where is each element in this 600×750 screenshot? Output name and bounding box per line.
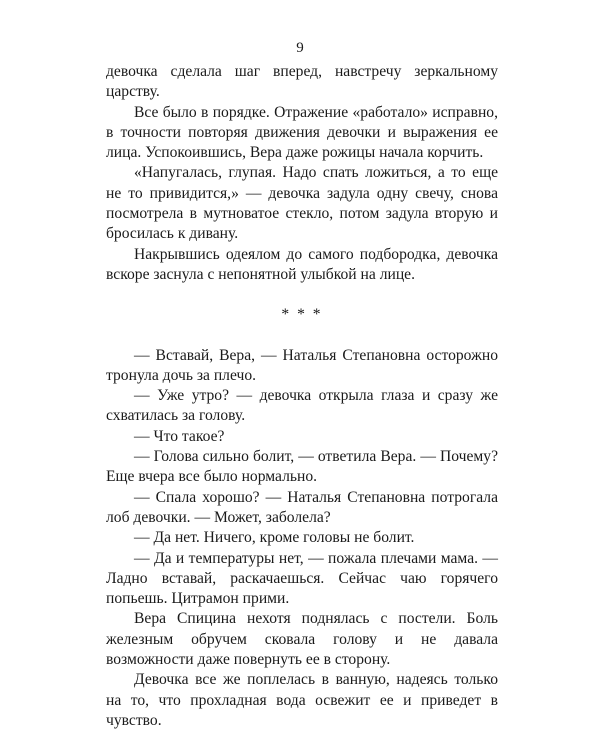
paragraph: «Напугалась, глупая. Надо спать ложиться, а то еще не то привидится,» — девочка задула одну свечу, снова посмотрела в мутноватое стекло, потом задула вторую и бросилась к дивану. xyxy=(106,164,498,243)
paragraph: — Что такое? xyxy=(134,427,225,445)
page-body xyxy=(106,62,498,731)
paragraph: — Да нет. Ничего, кроме головы не болит. xyxy=(134,529,415,547)
paragraph: Все было в порядке. Отражение «работало» исправно, в точности повторяя движения девочки и выражения ее лица. Успокоившись, Вера даже рожицы начала корчить. xyxy=(106,103,498,162)
section-separator: * * * xyxy=(281,306,323,324)
paragraph: — Да и температуры нет, — пожала плечами мама. — Ладно вставай, раскачаешься. Сейчас чаю горячего попьешь. Цитрамон прими. xyxy=(106,549,498,608)
paragraph: девочка сделала шаг вперед, навстречу зеркальному царству. xyxy=(106,63,498,101)
paragraph: — Уже утро? — девочка открыла глаза и сразу же схватилась за голову. xyxy=(106,387,498,425)
paragraph: — Спала хорошо? — Наталья Степановна потрогала лоб девочки. — Может, заболела? xyxy=(106,488,498,526)
paragraph: Вера Спицина нехотя поднялась с постели. Боль железным обручем сковала голову и не давала возможности даже повернуть ее в сторону. xyxy=(106,610,498,669)
paragraph: — Голова сильно болит, — ответила Вера. — Почему? Еще вчера все было нормально. xyxy=(106,448,498,486)
paragraph: — Вставай, Вера, — Наталья Степановна осторожно тронула дочь за плечо. xyxy=(106,346,498,384)
paragraph: Девочка все же поплелась в ванную, надеясь только на то, что прохладная вода освежит ее и приведет в чувство. xyxy=(106,671,498,729)
page-number: 9 xyxy=(296,40,304,56)
paragraph: Накрывшись одеялом до самого подбородка, девочка вскоре заснула с непонятной улыбкой на лице. xyxy=(106,245,498,283)
